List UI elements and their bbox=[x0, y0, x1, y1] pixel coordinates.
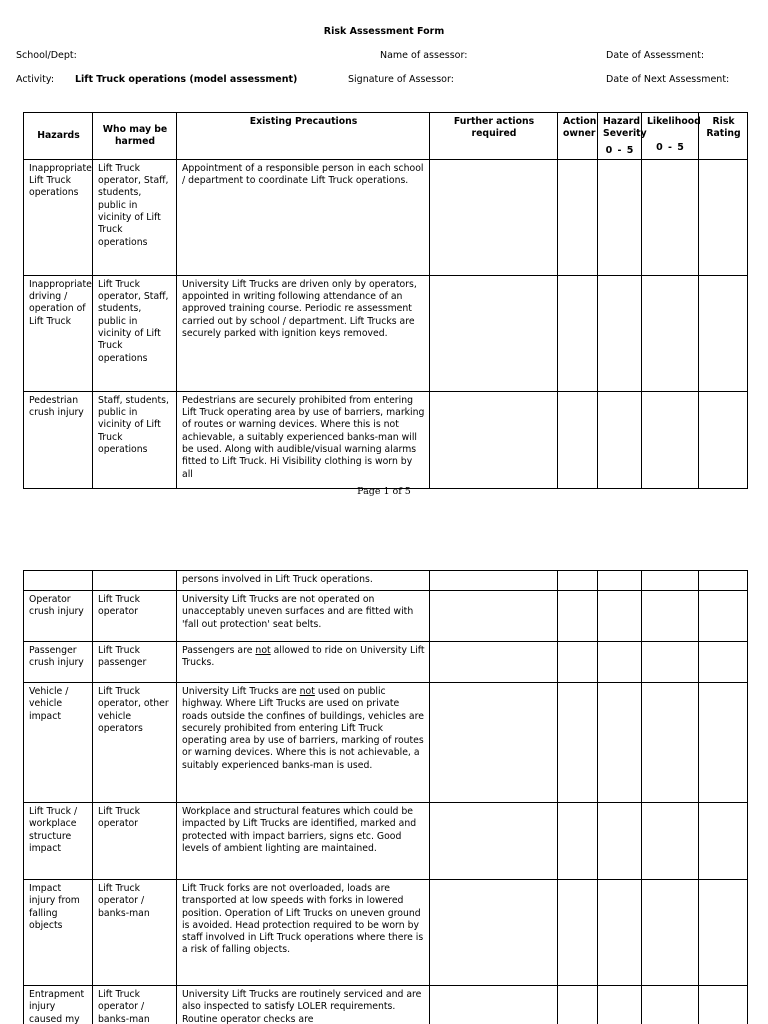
further-cell bbox=[430, 880, 558, 986]
rating-cell bbox=[699, 275, 748, 391]
severity-cell bbox=[598, 391, 642, 488]
likelihood-cell bbox=[642, 391, 699, 488]
col-likelihood bbox=[642, 113, 699, 160]
table-row bbox=[24, 986, 748, 1024]
precautions-cell: Lift Truck forks are not overloaded, loads are transported at low speeds with forks in lowered position. Operation of Lift Trucks on uneven ground is avoided. Head protection required to be worn by staff involved in Lift Truck operations where there is a risk of falling objects. bbox=[177, 880, 430, 986]
page-footer: Page 1 of 5 bbox=[357, 486, 411, 497]
risk-table-page-2 bbox=[23, 570, 748, 1024]
rating-cell bbox=[699, 571, 748, 591]
table-row bbox=[24, 803, 748, 880]
table-row bbox=[24, 683, 748, 803]
hazard-cell: Vehicle / vehicle impact bbox=[24, 683, 93, 803]
severity-cell bbox=[598, 591, 642, 642]
precautions-cell: University Lift Trucks are driven only by operators, appointed in writing following attendance of an approved training course. Periodic re assessment carried out by school / department. Lift Trucks are securely parked with ignition keys removed. bbox=[177, 275, 430, 391]
rating-cell bbox=[699, 683, 748, 803]
owner-cell bbox=[558, 591, 598, 642]
hazard-cell: Operator crush injury bbox=[24, 591, 93, 642]
precautions-emphasis: not bbox=[255, 645, 271, 656]
who-cell: Lift Truck passenger bbox=[93, 642, 177, 683]
rating-cell bbox=[699, 159, 748, 275]
further-cell bbox=[430, 159, 558, 275]
table-row bbox=[24, 275, 748, 391]
col-who: Who may be harmed bbox=[93, 113, 177, 160]
risk-table-page-1 bbox=[23, 112, 748, 489]
hazard-cell bbox=[24, 571, 93, 591]
likelihood-cell bbox=[642, 642, 699, 683]
severity-cell bbox=[598, 275, 642, 391]
owner-cell bbox=[558, 159, 598, 275]
rating-cell bbox=[699, 591, 748, 642]
owner-cell bbox=[558, 880, 598, 986]
header-row bbox=[24, 113, 748, 160]
precautions-cell bbox=[177, 642, 430, 683]
table-row bbox=[24, 391, 748, 488]
form-title: Risk Assessment Form bbox=[323, 26, 445, 37]
further-cell bbox=[430, 275, 558, 391]
who-cell: Staff, students, public in vicinity of Lift Truck operations bbox=[93, 391, 177, 488]
further-cell bbox=[430, 642, 558, 683]
activity-value: Lift Truck operations (model assessment) bbox=[75, 74, 298, 85]
rating-cell bbox=[699, 803, 748, 880]
col-precautions: Existing Precautions bbox=[177, 113, 430, 160]
owner-cell bbox=[558, 571, 598, 591]
hazard-cell: Impact injury from falling objects bbox=[24, 880, 93, 986]
table-row bbox=[24, 880, 748, 986]
owner-cell bbox=[558, 986, 598, 1024]
owner-cell bbox=[558, 391, 598, 488]
precautions-cell: Pedestrians are securely prohibited from entering Lift Truck operating area by use of barriers, marking of routes or warning devices. Where this is not achievable, a suitably experienced banks-man will be used. Along with audible/visual warning alarms fitted to Lift Truck. Hi Visibility clothing is worn by all bbox=[182, 394, 425, 480]
further-cell bbox=[430, 683, 558, 803]
who-cell: Lift Truck operator bbox=[93, 803, 177, 880]
likelihood-cell bbox=[642, 571, 699, 591]
severity-cell bbox=[598, 683, 642, 803]
hazard-cell: Inappropriate Lift Truck operations bbox=[24, 159, 93, 275]
assessor-name-label: Name of assessor: bbox=[380, 50, 468, 61]
likelihood-cell bbox=[642, 275, 699, 391]
severity-cell bbox=[598, 159, 642, 275]
col-hazards: Hazards bbox=[24, 113, 93, 160]
severity-cell bbox=[598, 986, 642, 1024]
precautions-cell bbox=[177, 683, 430, 803]
table-row bbox=[24, 571, 748, 591]
col-further: Further actions required bbox=[430, 113, 558, 160]
precautions-cell: University Lift Trucks are routinely serviced and are also inspected to satisfy LOLER requirements. Routine operator checks are bbox=[177, 986, 430, 1024]
who-cell: Lift Truck operator, other vehicle operators bbox=[93, 683, 177, 803]
owner-cell bbox=[558, 683, 598, 803]
page-1 bbox=[0, 0, 768, 500]
hazard-cell: Lift Truck / workplace structure impact bbox=[24, 803, 93, 880]
col-severity bbox=[598, 113, 647, 160]
likelihood-label: Likelihood bbox=[647, 116, 701, 127]
likelihood-scale: 0 - 5 bbox=[656, 142, 685, 154]
activity-label: Activity: bbox=[16, 74, 55, 85]
assessment-date-label: Date of Assessment: bbox=[606, 50, 705, 61]
rating-cell bbox=[699, 880, 748, 986]
precautions-cell: Workplace and structural features which could be impacted by Lift Trucks are identified, marked and protected with impact barriers, signs etc. Good levels of ambient lighting are maintained. bbox=[177, 803, 430, 880]
hazard-cell: Passenger crush injury bbox=[24, 642, 93, 683]
signature-label: Signature of Assessor: bbox=[348, 74, 454, 85]
col-rating: Risk Rating bbox=[699, 113, 748, 160]
likelihood-cell bbox=[642, 591, 699, 642]
table-row bbox=[24, 591, 748, 642]
severity-label: Hazard Severity bbox=[603, 116, 647, 140]
likelihood-cell bbox=[642, 880, 699, 986]
precautions-text: used on public highway. Where Lift Trucks are used on private roads outside the confines of buildings, vehicles are securely prohibited from entering Lift Truck operating area by use of barriers, marking of routes or warning devices. Where this is not achievable, a suitably experienced banks-man is used. bbox=[182, 686, 424, 771]
further-cell bbox=[430, 391, 558, 488]
hazard-cell: Inappropriate driving / operation of Lift Truck bbox=[24, 275, 93, 391]
who-cell: Lift Truck operator / banks-man bbox=[93, 880, 177, 986]
owner-cell bbox=[558, 642, 598, 683]
likelihood-cell bbox=[642, 159, 699, 275]
severity-scale: 0 - 5 bbox=[605, 144, 635, 156]
who-cell: Lift Truck operator / banks-man bbox=[93, 986, 177, 1024]
school-dept-label: School/Dept: bbox=[16, 50, 77, 61]
who-cell: Lift Truck operator bbox=[93, 591, 177, 642]
who-cell bbox=[93, 571, 177, 591]
severity-cell bbox=[598, 571, 642, 591]
table-row bbox=[24, 159, 748, 275]
further-cell bbox=[430, 803, 558, 880]
precautions-cell-wrap bbox=[177, 391, 430, 488]
further-cell bbox=[430, 986, 558, 1024]
likelihood-cell bbox=[642, 683, 699, 803]
page-2 bbox=[0, 560, 768, 1024]
hazard-cell: Pedestrian crush injury bbox=[24, 391, 93, 488]
precautions-text: allowed to ride on University Lift Trucks. bbox=[182, 645, 425, 669]
who-cell: Lift Truck operator, Staff, students, public in vicinity of Lift Truck operations bbox=[93, 159, 177, 275]
precautions-emphasis: not bbox=[299, 686, 315, 697]
severity-cell bbox=[598, 880, 642, 986]
precautions-cell: Appointment of a responsible person in each school / department to coordinate Lift Truck operations. bbox=[177, 159, 430, 275]
precautions-text: University Lift Trucks are bbox=[182, 686, 300, 697]
table-row bbox=[24, 642, 748, 683]
who-cell: Lift Truck operator, Staff, students, public in vicinity of Lift Truck operations bbox=[93, 275, 177, 391]
hazard-cell: Entrapment injury caused my bbox=[24, 986, 93, 1024]
likelihood-cell bbox=[642, 986, 699, 1024]
owner-cell bbox=[558, 803, 598, 880]
precautions-text: Passengers are bbox=[182, 645, 256, 656]
col-owner: Action owner bbox=[558, 113, 598, 160]
rating-cell bbox=[699, 986, 748, 1024]
owner-cell bbox=[558, 275, 598, 391]
likelihood-cell bbox=[642, 803, 699, 880]
severity-cell bbox=[598, 803, 642, 880]
severity-cell bbox=[598, 642, 642, 683]
precautions-cell: University Lift Trucks are not operated on unacceptably uneven surfaces and are fitted with 'fall out protection' seat belts. bbox=[177, 591, 430, 642]
rating-cell bbox=[699, 391, 748, 488]
further-cell bbox=[430, 571, 558, 591]
precautions-cell: persons involved in Lift Truck operations. bbox=[177, 571, 430, 591]
next-assessment-date-label: Date of Next Assessment: bbox=[606, 74, 730, 85]
further-cell bbox=[430, 591, 558, 642]
rating-cell bbox=[699, 642, 748, 683]
